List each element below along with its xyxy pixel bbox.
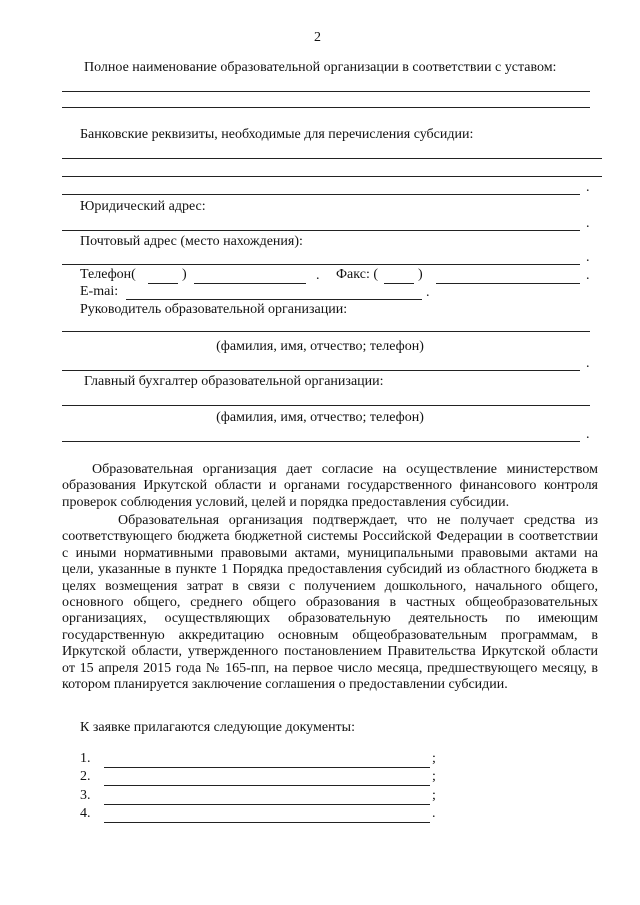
head-fio-caption: (фамилия, имя, отчество; телефон) [216, 339, 424, 354]
phone-close-paren: ) [182, 267, 187, 282]
attachment-field[interactable] [104, 785, 430, 786]
line-end-dot: . [586, 180, 590, 195]
fax-label: Факс: ( [336, 267, 378, 282]
attachment-number: 3. [80, 788, 91, 803]
bank-details-line-3[interactable] [62, 194, 580, 195]
accountant-fio-caption: (фамилия, имя, отчество; телефон) [216, 410, 424, 425]
attachment-end-mark: ; [432, 769, 436, 784]
head-name-line[interactable] [62, 331, 590, 332]
confirm-paragraph: Образовательная организация подтверждает, что не получает средства из соответствующего бюджета бюджетной системы Российской Федерации в соответствии с иными нормативными правовыми актами, муниципальными правовыми актами на цели, указанные в пункте 1 Порядка предоставления субсидий из областного бюджета в целях возмещения затрат в связи с получением дошкольного, начального общего, основного общего, среднего общего образования в частных общеобразовательных организациях, осуществляющих образовательную деятельность по имеющим государственную аккредитацию основным общеобразовательным программам, в Иркутской области, утвержденного постановлением Правительства Иркутской области от 15 апреля 2015 года № 165-пп, на первое число месяца, предшествующего месяцу, в котором планируется заключение соглашения о предоставлении субсидии. [62, 513, 598, 693]
postal-address-label: Почтовый адрес (место нахождения): [80, 234, 303, 249]
line-end-dot: . [586, 427, 590, 442]
attachment-number: 1. [80, 751, 91, 766]
attachment-field[interactable] [104, 804, 430, 805]
accountant-label: Главный бухгалтер образовательной организации: [84, 374, 384, 389]
attachment-number: 2. [80, 769, 91, 784]
line-end-dot: . [426, 285, 430, 300]
attachment-end-mark: . [432, 806, 436, 821]
accountant-phone-line[interactable] [62, 441, 580, 442]
phone-code-field[interactable] [148, 283, 178, 284]
accountant-name-line[interactable] [62, 405, 590, 406]
line-end-dot: . [586, 250, 590, 265]
head-phone-line[interactable] [62, 370, 580, 371]
fax-code-field[interactable] [384, 283, 414, 284]
attachments-label: К заявке прилагаются следующие документы: [80, 720, 355, 735]
attachment-field[interactable] [104, 767, 430, 768]
bank-details-label: Банковские реквизиты, необходимые для перечисления субсидии: [80, 127, 474, 142]
postal-address-line[interactable] [62, 264, 580, 265]
line-end-dot: . [586, 356, 590, 371]
full-name-line-1[interactable] [62, 91, 590, 92]
phone-label: Телефон( [80, 267, 136, 282]
attachment-field[interactable] [104, 822, 430, 823]
fax-close-paren: ) [418, 267, 423, 282]
head-label: Руководитель образовательной организации: [80, 302, 348, 317]
legal-address-label: Юридический адрес: [80, 199, 206, 214]
phone-number-field[interactable] [194, 283, 306, 284]
legal-address-line[interactable] [62, 230, 580, 231]
fax-number-field[interactable] [436, 283, 580, 284]
full-name-label: Полное наименование образовательной организации в соответствии с уставом: [84, 60, 557, 75]
line-end-dot: . [586, 268, 590, 283]
attachment-end-mark: ; [432, 751, 436, 766]
attachment-end-mark: ; [432, 788, 436, 803]
full-name-line-2[interactable] [62, 107, 590, 108]
bank-details-line-1[interactable] [62, 158, 602, 159]
consent-paragraph: Образовательная организация дает согласие на осуществление министерством образования Иркутской области и органами государственного финансового контроля проверок соблюдения условий, целей и порядка предоставления субсидии. [62, 462, 598, 510]
line-end-dot: . [316, 268, 320, 283]
bank-details-line-2[interactable] [62, 176, 602, 177]
email-field[interactable] [126, 299, 422, 300]
email-label: E-mai: [80, 284, 119, 299]
page-number: 2 [314, 30, 321, 45]
attachment-number: 4. [80, 806, 91, 821]
line-end-dot: . [586, 216, 590, 231]
